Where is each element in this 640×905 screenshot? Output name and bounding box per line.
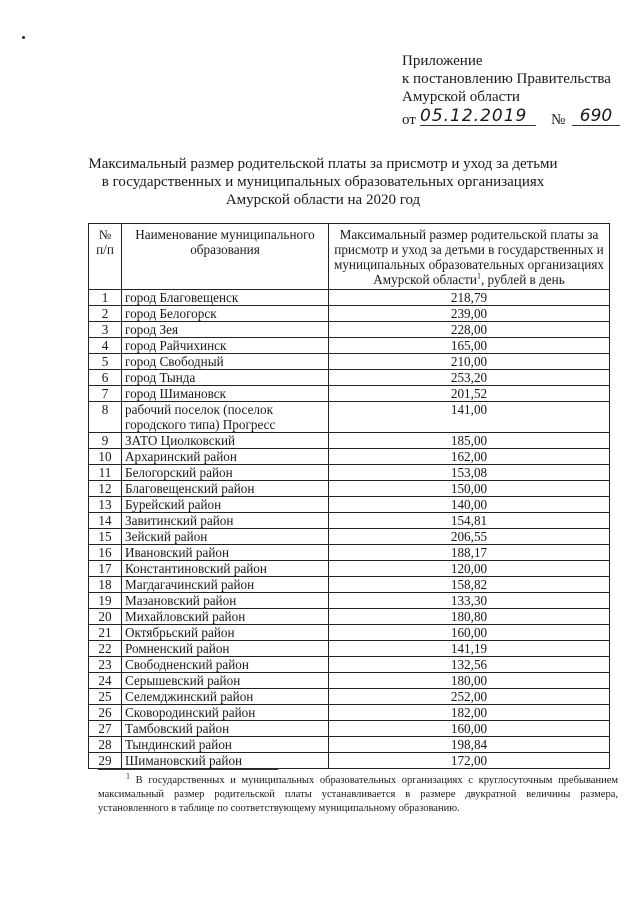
resolution-number: 690 bbox=[572, 107, 620, 126]
row-municipality: Селемджинский район bbox=[122, 689, 329, 705]
table-row bbox=[89, 386, 610, 402]
table-row bbox=[89, 513, 610, 529]
row-fee-value: 218,79 bbox=[329, 290, 610, 306]
row-fee-value: 252,00 bbox=[329, 689, 610, 705]
row-fee-value: 150,00 bbox=[329, 481, 610, 497]
row-fee-value: 141,00 bbox=[329, 402, 610, 433]
table-row bbox=[89, 625, 610, 641]
row-fee-value: 198,84 bbox=[329, 737, 610, 753]
row-municipality: Магдагачинский район bbox=[122, 577, 329, 593]
appendix-line-1: Приложение bbox=[402, 53, 483, 69]
row-municipality: Тындинский район bbox=[122, 737, 329, 753]
row-fee-value: 185,00 bbox=[329, 433, 610, 449]
row-fee-value: 120,00 bbox=[329, 561, 610, 577]
row-fee-value: 253,20 bbox=[329, 370, 610, 386]
table-header-row bbox=[89, 224, 610, 290]
row-number: 20 bbox=[89, 609, 122, 625]
row-number: 29 bbox=[89, 753, 122, 769]
row-municipality: Октябрьский район bbox=[122, 625, 329, 641]
row-municipality: Ромненский район bbox=[122, 641, 329, 657]
row-number: 13 bbox=[89, 497, 122, 513]
row-number: 25 bbox=[89, 689, 122, 705]
table-row bbox=[89, 497, 610, 513]
row-fee-value: 180,80 bbox=[329, 609, 610, 625]
footnote-text: В государственных и муниципальных образовательных организациях с круглосуточным пребыванием максимальный размер родительской платы устанавливается в размере двукратной величины размера, установленного в таблице по соответствующему муниципальному образованию. bbox=[98, 775, 619, 814]
row-municipality: Архаринский район bbox=[122, 449, 329, 465]
table-row bbox=[89, 465, 610, 481]
row-municipality: город Шимановск bbox=[122, 386, 329, 402]
row-number: 27 bbox=[89, 721, 122, 737]
row-fee-value: 141,19 bbox=[329, 641, 610, 657]
row-number: 3 bbox=[89, 322, 122, 338]
resolution-date: 05.12.2019 bbox=[420, 107, 536, 126]
row-number: 24 bbox=[89, 673, 122, 689]
table-body bbox=[89, 290, 610, 769]
table-row bbox=[89, 609, 610, 625]
row-municipality: Константиновский район bbox=[122, 561, 329, 577]
table-row bbox=[89, 689, 610, 705]
header-name: Наименование муниципального образования bbox=[122, 224, 329, 290]
row-municipality: Белогорский район bbox=[122, 465, 329, 481]
row-municipality: город Свободный bbox=[122, 354, 329, 370]
table-row bbox=[89, 290, 610, 306]
table-row bbox=[89, 705, 610, 721]
row-municipality: город Зея bbox=[122, 322, 329, 338]
row-number: 8 bbox=[89, 402, 122, 433]
row-fee-value: 160,00 bbox=[329, 625, 610, 641]
row-fee-value: 140,00 bbox=[329, 497, 610, 513]
row-number: 2 bbox=[89, 306, 122, 322]
row-fee-value: 201,52 bbox=[329, 386, 610, 402]
row-number: 19 bbox=[89, 593, 122, 609]
table-row bbox=[89, 721, 610, 737]
table-row bbox=[89, 737, 610, 753]
row-number: 12 bbox=[89, 481, 122, 497]
row-number: 7 bbox=[89, 386, 122, 402]
row-fee-value: 165,00 bbox=[329, 338, 610, 354]
row-number: 11 bbox=[89, 465, 122, 481]
table-row bbox=[89, 673, 610, 689]
row-municipality: Михайловский район bbox=[122, 609, 329, 625]
row-municipality: Завитинский район bbox=[122, 513, 329, 529]
header-value-main: Максимальный размер родительской платы за присмотр и уход за детьми в государственных и муниципальных образовательных организациях Амурской области bbox=[333, 227, 605, 287]
row-fee-value: 162,00 bbox=[329, 449, 610, 465]
footnote-rule bbox=[98, 769, 278, 770]
appendix-block bbox=[402, 52, 632, 129]
table-row bbox=[89, 354, 610, 370]
table-row bbox=[89, 433, 610, 449]
header-num: № п/п bbox=[89, 224, 122, 290]
row-municipality: Зейский район bbox=[122, 529, 329, 545]
row-municipality: ЗАТО Циолковский bbox=[122, 433, 329, 449]
row-municipality: рабочий поселок (поселок городского типа) Прогресс bbox=[122, 402, 329, 433]
row-fee-value: 188,17 bbox=[329, 545, 610, 561]
header-value-tail: , рублей в день bbox=[480, 272, 565, 287]
row-fee-value: 180,00 bbox=[329, 673, 610, 689]
row-fee-value: 153,08 bbox=[329, 465, 610, 481]
row-municipality: Мазановский район bbox=[122, 593, 329, 609]
row-municipality: город Белогорск bbox=[122, 306, 329, 322]
table-row bbox=[89, 561, 610, 577]
row-municipality: город Райчихинск bbox=[122, 338, 329, 354]
row-number: 16 bbox=[89, 545, 122, 561]
fee-table bbox=[88, 223, 610, 769]
row-number: 1 bbox=[89, 290, 122, 306]
table-row bbox=[89, 641, 610, 657]
table-row bbox=[89, 481, 610, 497]
row-fee-value: 228,00 bbox=[329, 322, 610, 338]
table-row bbox=[89, 402, 610, 433]
row-number: 10 bbox=[89, 449, 122, 465]
appendix-line-3: Амурской области bbox=[402, 89, 520, 105]
table-row bbox=[89, 306, 610, 322]
row-fee-value: 239,00 bbox=[329, 306, 610, 322]
table-row bbox=[89, 529, 610, 545]
row-municipality: Благовещенский район bbox=[122, 481, 329, 497]
row-municipality: город Благовещенск bbox=[122, 290, 329, 306]
row-fee-value: 206,55 bbox=[329, 529, 610, 545]
row-fee-value: 172,00 bbox=[329, 753, 610, 769]
from-label: от bbox=[402, 112, 416, 128]
header-footnote-ref: 1 bbox=[476, 271, 481, 281]
row-number: 4 bbox=[89, 338, 122, 354]
scan-speck bbox=[22, 36, 25, 39]
row-fee-value: 154,81 bbox=[329, 513, 610, 529]
row-number: 21 bbox=[89, 625, 122, 641]
table-row bbox=[89, 545, 610, 561]
table-row bbox=[89, 753, 610, 769]
row-municipality: город Тында bbox=[122, 370, 329, 386]
row-number: 17 bbox=[89, 561, 122, 577]
appendix-line-2: к постановлению Правительства bbox=[402, 71, 611, 87]
row-municipality: Серышевский район bbox=[122, 673, 329, 689]
row-number: 5 bbox=[89, 354, 122, 370]
row-municipality: Бурейский район bbox=[122, 497, 329, 513]
row-number: 9 bbox=[89, 433, 122, 449]
table-row bbox=[89, 657, 610, 673]
row-municipality: Ивановский район bbox=[122, 545, 329, 561]
row-municipality: Свободненский район bbox=[122, 657, 329, 673]
row-fee-value: 132,56 bbox=[329, 657, 610, 673]
row-fee-value: 210,00 bbox=[329, 354, 610, 370]
table-row bbox=[89, 449, 610, 465]
row-municipality: Тамбовский район bbox=[122, 721, 329, 737]
row-municipality: Шимановский район bbox=[122, 753, 329, 769]
table-row bbox=[89, 322, 610, 338]
row-number: 14 bbox=[89, 513, 122, 529]
table-row bbox=[89, 593, 610, 609]
row-number: 6 bbox=[89, 370, 122, 386]
footnote-mark: 1 bbox=[126, 771, 130, 781]
row-fee-value: 158,82 bbox=[329, 577, 610, 593]
footnote bbox=[98, 771, 619, 816]
table-row bbox=[89, 338, 610, 354]
table-row bbox=[89, 370, 610, 386]
header-value bbox=[329, 224, 610, 290]
row-municipality: Сковородинский район bbox=[122, 705, 329, 721]
row-number: 22 bbox=[89, 641, 122, 657]
row-number: 23 bbox=[89, 657, 122, 673]
row-number: 26 bbox=[89, 705, 122, 721]
row-fee-value: 160,00 bbox=[329, 721, 610, 737]
row-number: 18 bbox=[89, 577, 122, 593]
resolution-date-number bbox=[402, 107, 632, 129]
number-label: № bbox=[551, 112, 566, 128]
document-title: Максимальный размер родительской платы за присмотр и уход за детьми в государственных и муниципальных образовательных организациях Амурской области на 2020 год bbox=[88, 156, 558, 208]
table-row bbox=[89, 577, 610, 593]
row-number: 28 bbox=[89, 737, 122, 753]
row-fee-value: 182,00 bbox=[329, 705, 610, 721]
row-number: 15 bbox=[89, 529, 122, 545]
row-fee-value: 133,30 bbox=[329, 593, 610, 609]
